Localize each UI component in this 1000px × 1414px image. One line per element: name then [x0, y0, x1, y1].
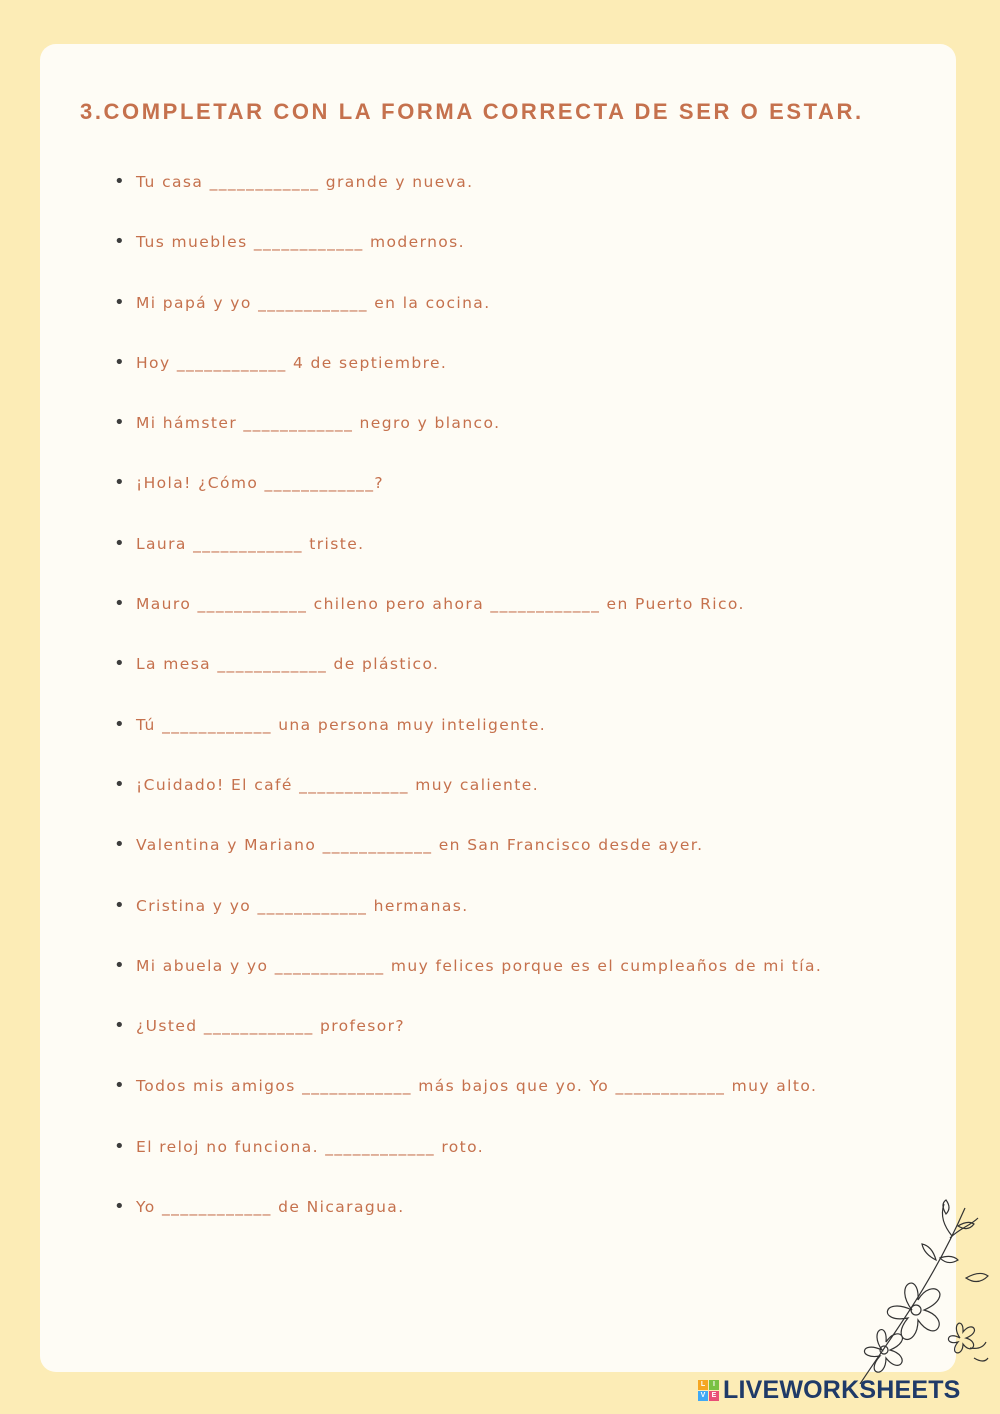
exercise-item — [114, 403, 954, 463]
logo-mark-letter: V — [698, 1391, 708, 1401]
bullet-icon: • — [114, 653, 127, 675]
exercise-item — [114, 765, 954, 825]
exercise-text: El reloj no funciona. ____________ roto. — [136, 1137, 485, 1156]
bullet-icon: • — [114, 834, 127, 856]
logo-text: LIVEWORKSHEETS — [723, 1376, 961, 1404]
exercise-text: Tú ____________ una persona muy inteligente. — [136, 715, 547, 734]
exercise-text: ¡Cuidado! El café ____________ muy caliente. — [136, 775, 540, 794]
exercise-text: Todos mis amigos ____________ más bajos que yo. Yo ____________ muy alto. — [136, 1077, 818, 1096]
exercise-text: Mi abuela y yo ____________ muy felices porque es el cumpleaños de mi tía. — [136, 956, 823, 975]
bullet-icon: • — [114, 593, 127, 615]
exercise-text: ¿Usted ____________ profesor? — [136, 1017, 406, 1036]
exercise-item — [114, 162, 954, 222]
exercise-item — [114, 1006, 954, 1066]
logo-mark-letter: E — [709, 1391, 719, 1401]
liveworksheets-logo — [698, 1376, 961, 1405]
exercise-text: Valentina y Mariano ____________ en San Francisco desde ayer. — [136, 836, 704, 855]
exercise-text: ¡Hola! ¿Cómo ____________? — [136, 474, 384, 493]
bullet-icon: • — [114, 532, 127, 554]
bullet-icon: • — [114, 1015, 127, 1037]
bullet-icon: • — [114, 291, 127, 313]
bullet-icon: • — [114, 894, 127, 916]
logo-mark-icon — [698, 1380, 719, 1401]
floral-decoration-icon — [840, 1198, 990, 1384]
exercise-text: Laura ____________ triste. — [136, 534, 365, 553]
exercise-item — [114, 584, 954, 644]
bullet-icon: • — [114, 412, 127, 434]
exercise-text: Tus muebles ____________ modernos. — [136, 233, 465, 252]
exercise-item — [114, 886, 954, 946]
bullet-icon: • — [114, 954, 127, 976]
exercise-item — [114, 705, 954, 765]
exercise-text: La mesa ____________ de plástico. — [136, 655, 440, 674]
exercise-item — [114, 283, 954, 343]
exercise-text: Mauro ____________ chileno pero ahora ____________ en Puerto Rico. — [136, 595, 745, 614]
bullet-icon: • — [114, 1196, 127, 1218]
exercise-item — [114, 825, 954, 885]
exercise-item — [114, 946, 954, 1006]
exercise-item — [114, 1187, 954, 1247]
exercise-text: Tu casa ____________ grande y nueva. — [136, 173, 474, 191]
logo-mark-letter: I — [709, 1380, 719, 1390]
exercise-item — [114, 463, 954, 523]
exercise-text: Mi hámster ____________ negro y blanco. — [136, 414, 501, 433]
bullet-icon: • — [114, 231, 127, 253]
bullet-icon: • — [114, 351, 127, 373]
exercise-text: Cristina y yo ____________ hermanas. — [136, 896, 469, 915]
exercise-text: Yo ____________ de Nicaragua. — [136, 1198, 405, 1217]
bullet-icon: • — [114, 713, 127, 735]
logo-mark-letter: L — [698, 1380, 708, 1390]
bullet-icon: • — [114, 171, 127, 192]
exercise-item — [114, 343, 954, 403]
exercise-text: Mi papá y yo ____________ en la cocina. — [136, 293, 491, 312]
exercise-item — [114, 1127, 954, 1187]
exercise-item — [114, 1066, 954, 1126]
bullet-icon: • — [114, 1075, 127, 1097]
worksheet-title: 3.COMPLETAR CON LA FORMA CORRECTA DE SER O ESTAR. — [80, 99, 864, 124]
exercise-item — [114, 524, 954, 584]
exercise-list — [114, 162, 954, 1247]
bullet-icon: • — [114, 1135, 127, 1157]
bullet-icon: • — [114, 773, 127, 795]
exercise-text: Hoy ____________ 4 de septiembre. — [136, 353, 448, 372]
exercise-item — [114, 222, 954, 282]
bullet-icon: • — [114, 472, 127, 494]
exercise-item — [114, 644, 954, 704]
